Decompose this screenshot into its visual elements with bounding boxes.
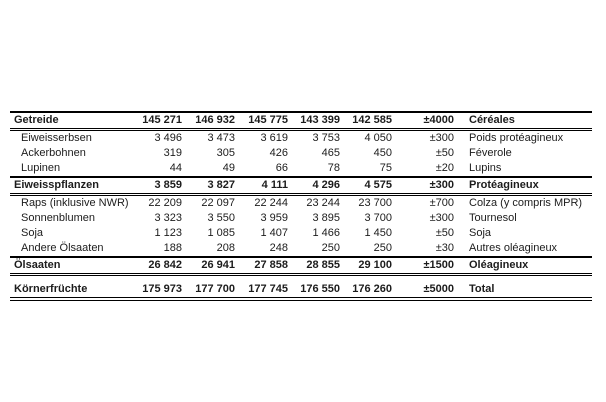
row-value: 1 085 [207, 227, 235, 239]
row-value: 142 585 [350, 112, 402, 130]
row-value: 26 842 [140, 257, 192, 275]
row-value: 3 753 [312, 132, 340, 144]
row-tolerance: ±300 [429, 212, 454, 224]
row-value: 4 050 [364, 132, 392, 144]
row-label-de: Sonnenblumen [21, 212, 96, 224]
row-value: 176 550 [298, 282, 350, 299]
row-label-de: Getreide [10, 112, 140, 130]
row-value: 1 450 [364, 227, 392, 239]
row-tolerance: ±5000 [402, 282, 466, 299]
row-label-fr: Tournesol [469, 212, 517, 224]
row-value: 3 496 [154, 132, 182, 144]
row-value: 28 855 [298, 257, 350, 275]
row-label-de: Eiweisspflanzen [10, 177, 140, 195]
row-tolerance: ±20 [402, 161, 466, 177]
row-value: 426 [269, 147, 288, 159]
row-value: 145 775 [245, 112, 298, 130]
row-label-fr: Soja [469, 227, 492, 239]
spacer-cell [10, 275, 592, 283]
row-tolerance: ±4000 [402, 112, 466, 130]
row-tolerance: ±300 [402, 177, 466, 195]
row-label-de: Lupinen [10, 161, 140, 177]
row-value: 248 [245, 241, 298, 257]
row-tolerance: ±50 [435, 227, 454, 239]
row-label-fr: Féverole [469, 147, 512, 159]
row-value: 3 323 [154, 212, 182, 224]
row-value: 3 959 [260, 212, 288, 224]
row-tolerance: ±1500 [402, 257, 466, 275]
row-value: 465 [321, 147, 340, 159]
row-value: 44 [140, 161, 192, 177]
row-value: 188 [140, 241, 192, 257]
table-row-andere-oelsaaten [10, 241, 592, 257]
row-label-de: Soja [21, 227, 44, 239]
row-value: 3 827 [192, 177, 245, 195]
row-label-fr: Protéagineux [466, 177, 592, 195]
table-row-soja [10, 226, 592, 241]
row-label-de: Ackerbohnen [21, 147, 86, 159]
row-label-fr: Poids protéagineux [469, 132, 564, 144]
row-value: 3 859 [140, 177, 192, 195]
table-spacer-row [10, 275, 592, 283]
row-label-de: Eiweisserbsen [21, 132, 92, 144]
row-value: 177 745 [245, 282, 298, 299]
row-value: 319 [163, 147, 182, 159]
row-value: 26 941 [192, 257, 245, 275]
row-value: 4 296 [298, 177, 350, 195]
row-value: 3 700 [364, 212, 392, 224]
table-row-oelsaaten [10, 257, 592, 275]
row-value: 450 [373, 147, 392, 159]
row-label-de: Ölsaaten [10, 257, 140, 275]
row-value: 176 260 [350, 282, 402, 299]
row-value: 1 123 [154, 227, 182, 239]
row-value: 143 399 [298, 112, 350, 130]
table-row-koernerfruechte [10, 282, 592, 299]
row-tolerance: ±50 [435, 147, 454, 159]
row-value: 146 932 [192, 112, 245, 130]
table-row-raps [10, 195, 592, 212]
row-label-de: Andere Ölsaaten [10, 241, 140, 257]
table-row-eiweisserbsen [10, 130, 592, 147]
table-row-ackerbohnen [10, 146, 592, 161]
row-label-de: Raps (inklusive NWR) [21, 197, 129, 209]
row-value: 3 895 [312, 212, 340, 224]
row-value: 75 [350, 161, 402, 177]
row-value: 250 [350, 241, 402, 257]
row-value: 49 [192, 161, 245, 177]
row-value: 305 [216, 147, 235, 159]
row-value: 66 [245, 161, 298, 177]
row-label-fr: Autres oléagineux [466, 241, 592, 257]
row-value: 1 466 [312, 227, 340, 239]
crops-statistics-table [10, 111, 592, 301]
row-value: 175 973 [140, 282, 192, 299]
row-label-fr: Lupins [466, 161, 592, 177]
row-value: 1 407 [260, 227, 288, 239]
row-value: 3 473 [207, 132, 235, 144]
row-value: 145 271 [140, 112, 192, 130]
table-row-getreide [10, 112, 592, 130]
row-tolerance: ±700 [429, 197, 454, 209]
table-row-sonnenblumen [10, 211, 592, 226]
row-value: 29 100 [350, 257, 402, 275]
row-label-de: Körnerfrüchte [10, 282, 140, 299]
table-row-lupinen [10, 161, 592, 177]
row-tolerance: ±300 [429, 132, 454, 144]
row-value: 78 [298, 161, 350, 177]
row-value: 27 858 [245, 257, 298, 275]
row-label-fr: Céréales [466, 112, 592, 130]
row-value: 23 244 [306, 197, 340, 209]
row-value: 177 700 [192, 282, 245, 299]
row-value: 4 111 [245, 177, 298, 195]
row-tolerance: ±30 [402, 241, 466, 257]
row-value: 3 619 [260, 132, 288, 144]
row-value: 3 550 [207, 212, 235, 224]
row-label-fr: Total [466, 282, 592, 299]
row-value: 22 097 [201, 197, 235, 209]
row-value: 23 700 [358, 197, 392, 209]
row-value: 208 [192, 241, 245, 257]
row-value: 22 209 [148, 197, 182, 209]
row-label-fr: Colza (y compris MPR) [469, 197, 583, 209]
row-value: 22 244 [254, 197, 288, 209]
row-value: 250 [298, 241, 350, 257]
table-row-eiweisspflanzen [10, 177, 592, 195]
row-label-fr: Oléagineux [466, 257, 592, 275]
row-value: 4 575 [350, 177, 402, 195]
